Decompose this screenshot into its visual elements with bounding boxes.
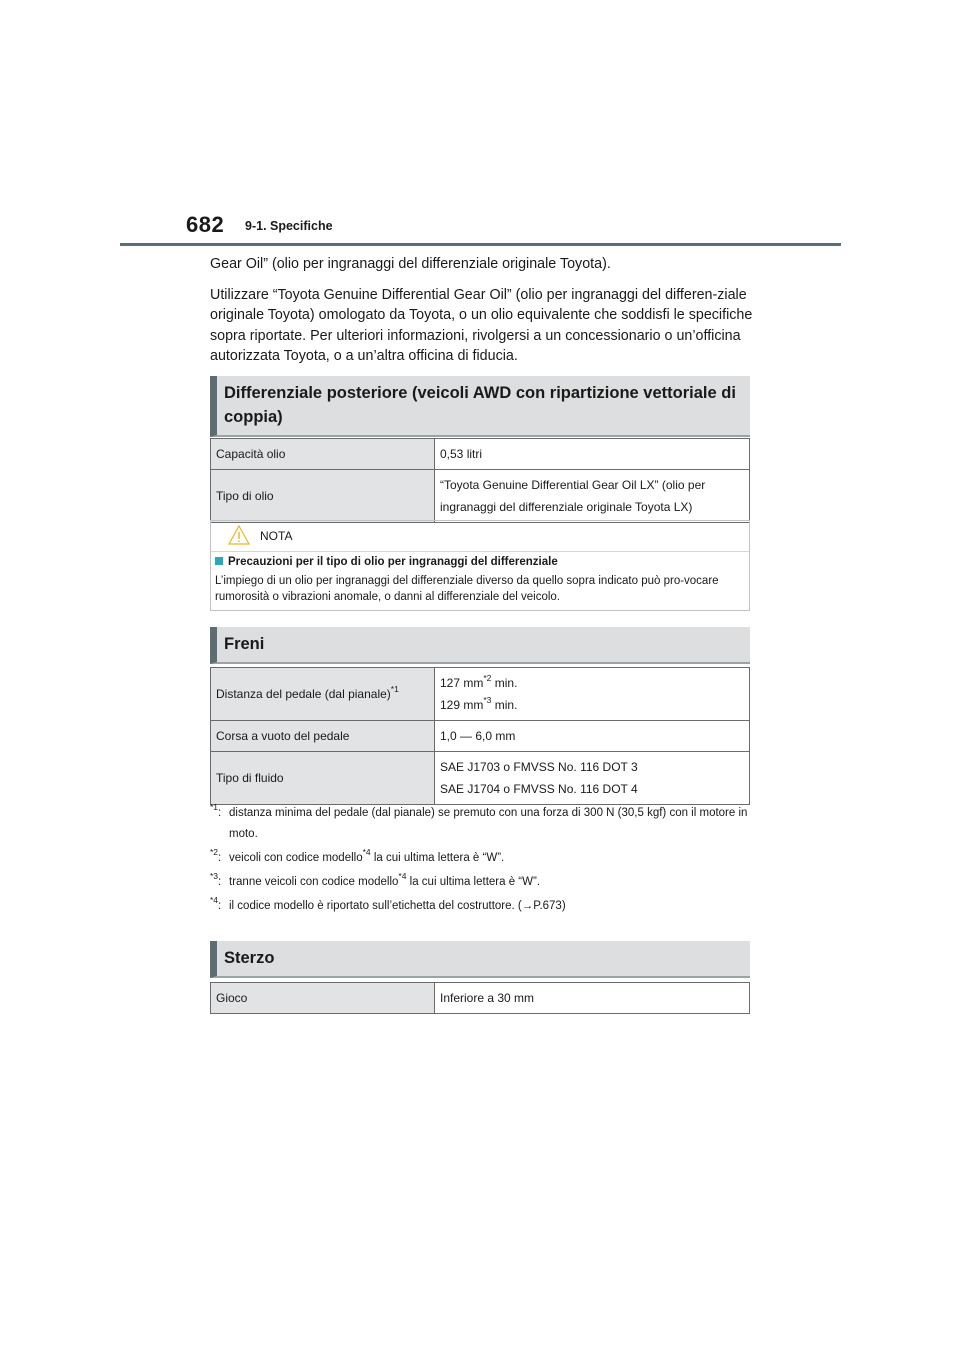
footnote-ref: *4 xyxy=(398,871,407,882)
intro-text xyxy=(210,254,755,377)
footnote-text: distanza minima del pedale (dal pianale) se premuto con una forza di 300 N (30,5 kgf) con il motore in moto. xyxy=(229,807,748,840)
brakes-table xyxy=(210,667,750,805)
nota-box xyxy=(210,520,750,611)
section-heading-label: Differenziale posteriore (veicoli AWD con ripartizione vettoriale di coppia) xyxy=(224,384,736,426)
footnote-ref: *3 xyxy=(483,695,492,705)
table-row xyxy=(211,470,750,523)
table-label-cell: Tipo di olio xyxy=(211,470,435,523)
value-line: SAE J1704 o FMVSS No. 116 DOT 4 xyxy=(440,782,638,796)
footnote xyxy=(210,872,755,893)
footnote-mark: $^{*2}$: xyxy=(210,847,222,864)
table-value-cell: 0,53 litri xyxy=(435,439,750,470)
nota-title-text: Precauzioni per il tipo di olio per ingranaggi del differenziale xyxy=(228,556,558,568)
footnote xyxy=(210,896,755,917)
footnotes xyxy=(210,803,755,920)
table-value-cell xyxy=(435,668,750,721)
table-value-cell: Inferiore a 30 mm xyxy=(435,983,750,1014)
table-label-cell: Tipo di fluido xyxy=(211,752,435,805)
table-row xyxy=(211,668,750,721)
table-label-cell: Gioco xyxy=(211,983,435,1014)
table-value-cell: 1,0 — 6,0 mm xyxy=(435,721,750,752)
footnote-mark: $^{*1}$: xyxy=(210,802,222,819)
value-line: 127 $mm^{*2}$ min. xyxy=(440,673,518,690)
warning-icon xyxy=(228,525,250,545)
table-row xyxy=(211,983,750,1014)
footnote-text: tranne veicoli con codice modello$^{*4}$ la cui ultima lettera è “W”. xyxy=(229,871,541,888)
table-row xyxy=(211,439,750,470)
footnote-mark: $^{*4}$: xyxy=(210,895,222,912)
nota-header xyxy=(211,521,749,552)
section-heading-label: Sterzo xyxy=(224,949,275,967)
footnote xyxy=(210,848,755,869)
footnote-mark: $^{*3}$: xyxy=(210,871,222,888)
rear-differential-table xyxy=(210,438,750,523)
table-label-cell: Corsa a vuoto del pedale xyxy=(211,721,435,752)
table-value-cell xyxy=(435,752,750,805)
table-row xyxy=(211,721,750,752)
nota-text: L’impiego di un olio per ingranaggi del differenziale diverso da quello sopra indicato può pro-vocare rumorosità o vibrazioni anomale, o danni al differenziale del veicolo. xyxy=(215,575,719,603)
footnote-text: veicoli con codice modello$^{*4}$ la cui ultima lettera è “W”. xyxy=(229,847,505,864)
footnote-ref: *2 xyxy=(483,673,492,683)
section-heading-label: Freni xyxy=(224,635,265,653)
label-text: Distanza del pedale (dal pianale) xyxy=(216,687,391,701)
nota-title xyxy=(215,556,558,568)
square-bullet-icon xyxy=(215,557,223,565)
page-number: 682 xyxy=(186,212,225,237)
section-title: 9-1. Specifiche xyxy=(245,219,333,233)
section-heading-rear-differential xyxy=(210,376,750,437)
nota-label: NOTA xyxy=(260,529,293,543)
steering-table xyxy=(210,982,750,1014)
section-heading-steering xyxy=(210,941,750,978)
footnote-ref: *4 xyxy=(362,847,371,858)
footnote xyxy=(210,803,755,845)
footnote-ref: *1 xyxy=(390,684,399,694)
table-row xyxy=(211,752,750,805)
intro-paragraph-1: Gear Oil” (olio per ingranaggi del differenziale originale Toyota). xyxy=(210,256,611,272)
header-divider xyxy=(120,243,841,246)
value-line: SAE J1703 o FMVSS No. 116 DOT 3 xyxy=(440,760,638,774)
value-line: 129 $mm^{*3}$ min. xyxy=(440,695,518,712)
table-label-cell: Capacità olio xyxy=(211,439,435,470)
table-label-cell xyxy=(211,668,435,721)
section-heading-brakes xyxy=(210,627,750,664)
table-value-cell: “Toyota Genuine Differential Gear Oil LX” (olio per ingranaggi del differenziale originale Toyota LX) xyxy=(435,470,750,523)
intro-paragraph-2: Utilizzare “Toyota Genuine Differential Gear Oil” (olio per ingranaggi del differen-ziale originale Toyota) omologato da Toyota, o un olio equivalente che soddisfi le specifiche sopra riportate. Per ulteriori informazioni, rivolgersi a un concessionario o un’officina autorizzata Toyota, o a un’altra officina di fiducia. xyxy=(210,286,753,364)
footnote-text: il codice modello è riportato sull’etichetta del costruttore. (→P.673) xyxy=(229,900,566,912)
